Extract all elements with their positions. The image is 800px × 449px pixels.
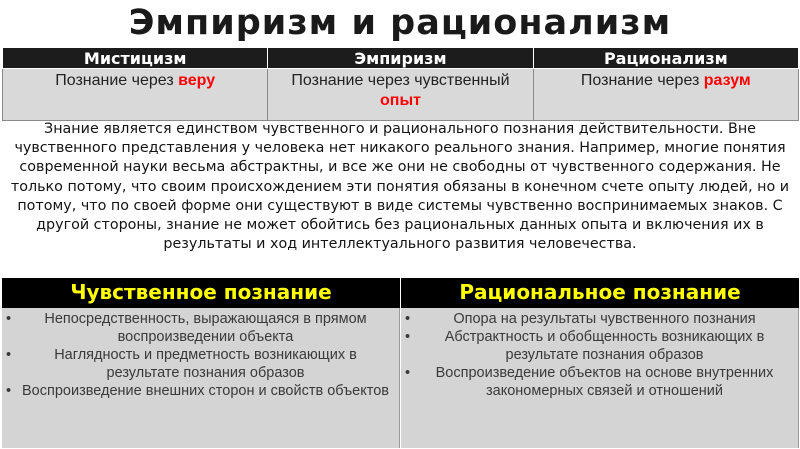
highlight-word: разум — [703, 72, 751, 89]
list-item — [405, 328, 794, 364]
header-rationalism: Рационализм — [533, 48, 798, 69]
knowledge-paragraph: Знание является единством чувственного и рационального познания действительности. Вне чувственного представления у человека нет никакого реального знания. Например, многие понятия современной науки весьма абстрактны, и все же они не свободны от чувственного содержания. Не только потому, что своим происхождением эти понятия обязаны в конечном счете опыту людей, но и потому, что по своей форме они существуют в виде системы чувственно воспринимаемых знаков. С другой стороны, знание не может обойтись без рациональных данных опыта и включения их в результаты и ход интеллектуального развития человечества. — [10, 121, 790, 253]
list-item — [6, 310, 395, 346]
comparison-table — [2, 47, 799, 121]
header-empiricism: Эмпиризм — [268, 48, 533, 69]
list-item — [405, 364, 794, 400]
sensory-list — [6, 310, 395, 400]
bullet-icon: • — [6, 347, 12, 363]
header-mysticism: Мистицизм — [3, 48, 268, 69]
list-item-text: Наглядность и предметность возникающих в результате познания образов — [54, 347, 357, 381]
cell-text: Познание через чувственный — [291, 72, 510, 89]
bullet-icon: • — [6, 311, 12, 327]
rational-title: Рациональное познание — [401, 278, 799, 308]
list-item-text: Непосредственность, выражающаяся в прямом воспроизведении объекта — [44, 311, 367, 345]
list-item-text: Опора на результаты чувственного познания — [453, 311, 756, 327]
list-item — [6, 382, 395, 400]
cognition-comparison — [2, 278, 799, 448]
rational-list — [405, 310, 794, 400]
table-header-row — [3, 48, 799, 69]
bullet-icon: • — [6, 383, 12, 399]
list-item — [405, 310, 794, 328]
bullet-icon: • — [405, 365, 411, 381]
highlight-word: опыт — [380, 92, 421, 109]
list-item-text: Воспроизведение объектов на основе внутренних закономерных связей и отношений — [435, 365, 774, 399]
bullet-icon: • — [405, 329, 411, 345]
cell-text: Познание через — [55, 72, 179, 89]
list-item — [6, 346, 395, 382]
page-title: Эмпиризм и рационализм — [128, 3, 672, 43]
rational-body — [401, 308, 799, 448]
list-item-text: Абстрактность и обобщенность возникающих в результате познания образов — [444, 329, 765, 363]
cell-empiricism — [268, 69, 533, 121]
list-item-text: Воспроизведение внешних сторон и свойств объектов — [22, 383, 389, 399]
bullet-icon: • — [405, 311, 411, 327]
table-row — [3, 69, 799, 121]
rational-column — [400, 278, 799, 448]
sensory-title: Чувственное познание — [2, 278, 400, 308]
sensory-body — [2, 308, 400, 448]
cell-rationalism — [533, 69, 798, 121]
cell-text: Познание через — [580, 72, 704, 89]
highlight-word: веру — [178, 72, 216, 89]
sensory-column — [2, 278, 400, 448]
cell-mysticism — [3, 69, 268, 121]
